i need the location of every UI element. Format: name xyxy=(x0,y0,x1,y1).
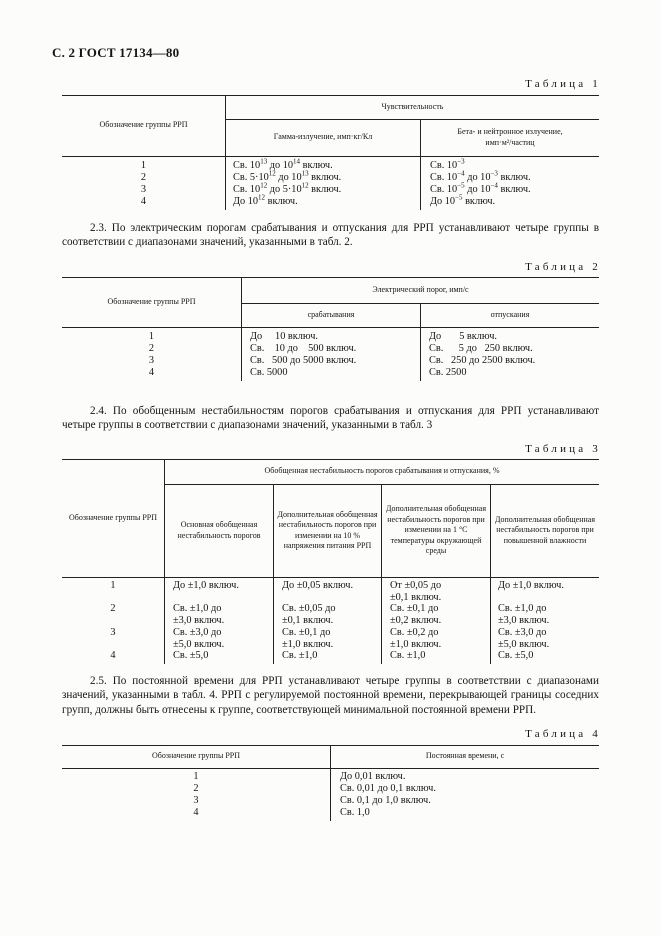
table3-temp-cell: Св. ±1,0 xyxy=(390,650,426,661)
table1-col-sensitivity: Чувствительность xyxy=(381,101,444,111)
table2-group-cell: 3 xyxy=(148,355,155,366)
table3-humidity-cell: Св. ±5,0 xyxy=(498,650,534,661)
table2-body-rule xyxy=(62,327,599,328)
table3-body-rule xyxy=(62,577,599,578)
table3-temp-cell: Св. ±0,1 до ±0,2 включ. xyxy=(390,603,442,626)
table4-time-cell: Св. 0,01 до 0,1 включ. xyxy=(340,783,436,794)
table3-humidity-cell: Св. ±1,0 до ±3,0 включ. xyxy=(498,603,550,626)
table3-col-humidity: Дополнительная обобщенная нестабильность порогов при повышенной влажности xyxy=(494,514,596,545)
table4-group-cell: 1 xyxy=(193,771,199,782)
table2-trigger-cell: До 10 включ. xyxy=(250,331,318,342)
table2-trigger-cell: Св. 5000 xyxy=(250,367,288,378)
table1-body-rule xyxy=(62,156,599,157)
table1-col-beta xyxy=(421,119,599,156)
table3-group-cell: 1 xyxy=(110,580,116,591)
table3-group-cell: 4 xyxy=(110,650,116,661)
table3-temp-cell: Св. ±0,2 до ±1,0 включ. xyxy=(390,627,442,650)
table2-release-cell: До 5 включ. xyxy=(429,331,497,342)
table3-col-basic: Основная обобщенная нестабильность порогов xyxy=(177,520,261,540)
table3-basic-cell: Св. ±3,0 до ±5,0 включ. xyxy=(173,627,225,650)
table1-col-beta-line1: Бета- и нейтронное излучение, xyxy=(457,127,563,136)
table2-release-cell: Св. 250 до 2500 включ. xyxy=(429,355,536,366)
table2-group-cell: 2 xyxy=(148,343,155,354)
table2-trigger-cell: Св. 10 до 500 включ. xyxy=(250,343,357,354)
table2-col-group: Обозначение группы РРП xyxy=(107,296,196,306)
table1-beta-cell: Св. $10^{-3}$ xyxy=(430,157,465,171)
table2-release-cell: Св. 2500 xyxy=(429,367,467,378)
table2-caption: Таблица 2 xyxy=(525,261,601,273)
table3-caption: Таблица 3 xyxy=(525,443,601,455)
table3-basic-cell: Св. ±1,0 до ±3,0 включ. xyxy=(173,603,225,626)
table3-voltage-cell: Св. ±1,0 xyxy=(282,650,318,661)
table1-beta-cell: Св. $10^{-5}$ до $10^{-4}$ включ. xyxy=(430,181,531,195)
table1-group-cell: 3 xyxy=(140,184,147,195)
table3-group-cell: 2 xyxy=(110,603,116,614)
table3-humidity-cell: До ±1,0 включ. xyxy=(498,580,564,591)
table1-col-beta-line2: имп·м²/частиц xyxy=(485,137,535,147)
table1-group-cell: 1 xyxy=(140,160,147,171)
table3-basic-cell: До ±1,0 включ. xyxy=(173,580,239,591)
table1-beta-cell: Св. $10^{-4}$ до $10^{-3}$ включ. xyxy=(430,169,531,183)
table4-group-cell: 4 xyxy=(193,807,199,818)
page-header: С. 2 ГОСТ 17134—80 xyxy=(52,45,180,60)
table3-basic-cell: Св. ±5,0 xyxy=(173,650,209,661)
table3-temp-cell: От ±0,05 до ±0,1 включ. xyxy=(390,580,442,603)
table1-group-cell: 2 xyxy=(140,172,147,183)
table2-release-cell: Св. 5 до 250 включ. xyxy=(429,343,533,354)
table1-gamma-cell: Св. $5\cdot 10^{12}$ до $10^{13}$ включ. xyxy=(233,169,342,183)
table2-col-trigger: срабатывания xyxy=(307,309,355,319)
table1-group-cell: 4 xyxy=(140,196,147,207)
paragraph-2-3: 2.3. По электрическим порогам срабатывания и отпускания для РРП устанавливают четыре группы в соответствии с диапазонами значений, указанными в табл. 2. xyxy=(62,222,599,249)
table2-col-threshold: Электрический порог, имп/с xyxy=(372,284,469,294)
table1-caption: Таблица 1 xyxy=(525,78,601,90)
table4-col-time: Постоянная времени, с xyxy=(425,751,505,761)
table2-col-release: отпускания xyxy=(490,309,530,319)
table2-group-cell: 4 xyxy=(148,367,155,378)
table3-voltage-cell: До ±0,05 включ. xyxy=(282,580,354,591)
table1-col-gamma: Гамма-излучение, имп·кг/Кл xyxy=(273,132,373,142)
table2-trigger-cell: Св. 500 до 5000 включ. xyxy=(250,355,357,366)
table3-col-group: Обозначение группы РРП xyxy=(69,512,157,522)
table3-col-voltage: Дополнительная обобщенная нестабильность порогов при изменении на 10 % напряжения питания РРП xyxy=(277,509,378,550)
paragraph-2-4: 2.4. По обобщенным нестабильностям порогов срабатывания и отпускания для РРП устанавливают четыре группы в соответствии с диапазонами значений, указанными в табл. 3 xyxy=(62,405,599,432)
table3-voltage-cell: Св. ±0,05 до ±0,1 включ. xyxy=(282,603,336,626)
table4-group-cell: 3 xyxy=(193,795,199,806)
table3-group-cell: 3 xyxy=(110,627,116,638)
table3-humidity-cell: Св. ±3,0 до ±5,0 включ. xyxy=(498,627,550,650)
table4-group-cell: 2 xyxy=(193,783,199,794)
table1-col-group: Обозначение группы РРП xyxy=(99,120,188,130)
table2-group-cell: 1 xyxy=(148,331,155,342)
table3-voltage-cell: Св. ±0,1 до ±1,0 включ. xyxy=(282,627,334,650)
table4-col-group: Обозначение группы РРП xyxy=(152,751,240,761)
table3-col-temp: Дополнительная обобщенная нестабильность порогов при изменении на 1 °С температуры окружающей среды xyxy=(385,504,487,556)
table4-caption: Таблица 4 xyxy=(525,728,601,740)
table1-gamma-cell: До $10^{12}$ включ. xyxy=(233,193,298,207)
table1-gamma-cell: Св. $10^{12}$ до $5\cdot 10^{12}$ включ. xyxy=(233,181,342,195)
table1-gamma-cell: Св. $10^{13}$ до $10^{14}$ включ. xyxy=(233,157,333,171)
table4-time-cell: Св. 0,1 до 1,0 включ. xyxy=(340,795,431,806)
paragraph-2-5: 2.5. По постоянной времени для РРП устанавливают четыре группы в соответствии с диапазонами значений, указанными в табл. 4. РРП с регулируемой постоянной времени, перекрывающей границы соседних групп, должны быть отнесены к группе, соответствующей минимальной постоянной времени РРП. xyxy=(62,675,599,716)
table3-col-main: Обобщенная нестабильность порогов срабатывания и отпускания, % xyxy=(264,466,500,476)
table4-time-cell: До 0,01 включ. xyxy=(340,771,406,782)
table4-time-cell: Св. 1,0 xyxy=(340,807,370,818)
table1-beta-cell: До $10^{-5}$ включ. xyxy=(430,193,496,207)
